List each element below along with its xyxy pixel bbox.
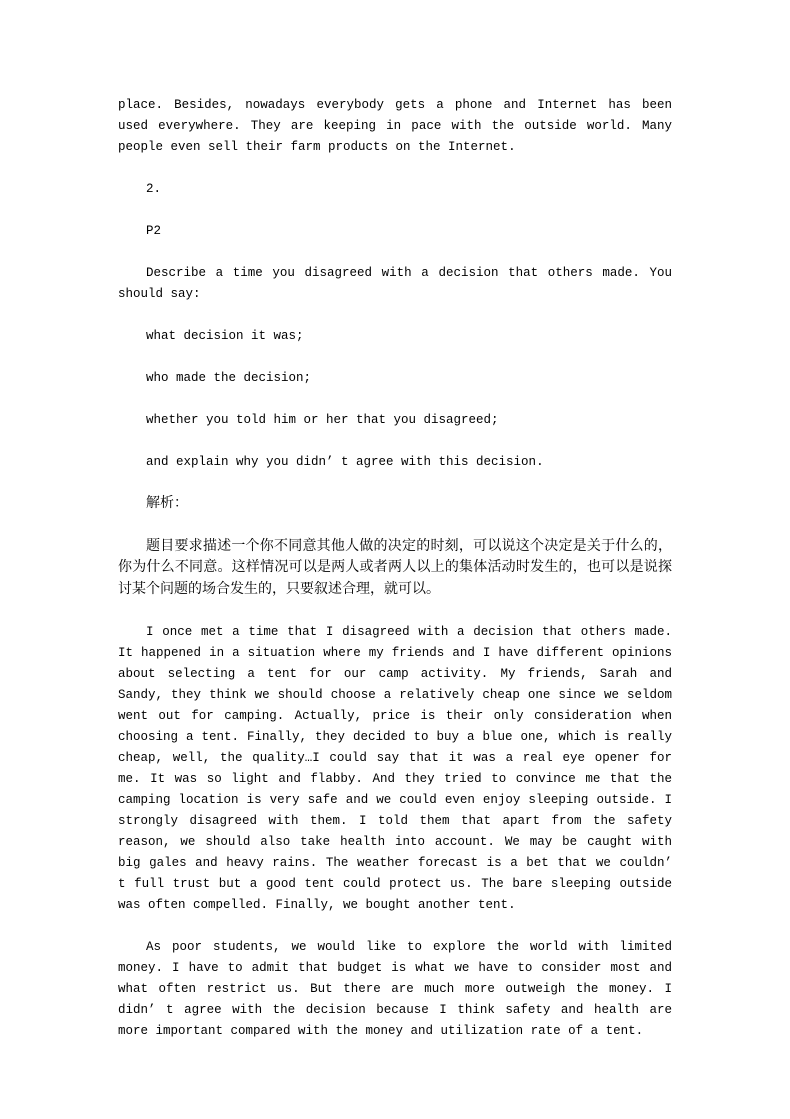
- cue-point-1: what decision it was;: [146, 329, 304, 343]
- part-label: P2: [146, 224, 162, 238]
- cue-point-3: whether you told him or her that you disagreed;: [146, 413, 499, 427]
- cue-card-prompt: Describe a time you disagreed with a decision that others made. You should say:: [118, 266, 672, 301]
- conclusion-paragraph: As poor students, we would like to explore the world with limited money. I have to admit that budget is what we have to consider most and what often restrict us. But there are much more outweigh the money. I didn’ t agree with the decision because I think safety and health are more important compared with the money and utilization rate of a tent.: [118, 940, 672, 1038]
- continuation-paragraph: place. Besides, nowadays everybody gets a phone and Internet has been used everywhere. They are keeping in pace with the outside world. Many people even sell their farm products on the Internet.: [118, 98, 672, 154]
- sample-answer-paragraph: I once met a time that I disagreed with a decision that others made. It happened in a situation where my friends and I have different opinions about selecting a tent for our camp activity. My friends, Sarah and Sandy, they think we should choose a relatively cheap one since we seldom went out for camping. Actually, price is their only consideration when choosing a tent. Finally, they decided to buy a blue one, which is really cheap, well, the quality…I could say that it was a real eye opener for me. It was so light and flabby. And they tried to convince me that the camping location is very safe and we could even enjoy sleeping outside. I strongly disagreed with them. I told them that apart from the safety reason, we should also take health into account. We may be caught with big gales and heavy rains. The weather forecast is a bet that we couldn’ t full trust but a good tent could protect us. The bare sleeping outside was often compelled. Finally, we bought another tent.: [118, 625, 672, 912]
- cue-point-2: who made the decision;: [146, 371, 312, 385]
- cue-point-4: and explain why you didn’ t agree with this decision.: [146, 455, 544, 469]
- question-number: 2.: [146, 182, 162, 196]
- analysis-paragraph-chinese: 题目要求描述一个你不同意其他人做的决定的时刻，可以说这个决定是关于什么的，你为什么不同意。这样情况可以是两人或者两人以上的集体活动时发生的，也可以是说探讨某个问题的场合发生的，只要叙述合理，就可以。: [118, 538, 672, 598]
- analysis-heading: 解析：: [146, 496, 188, 512]
